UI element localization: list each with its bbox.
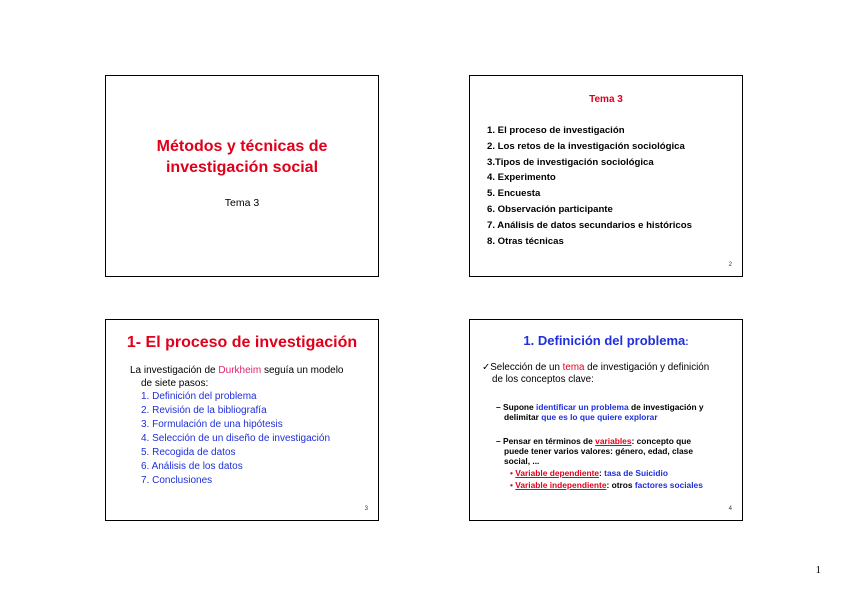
slide-4-dash-1 [496,402,736,422]
step-item: 4. Selección de un diseño de investigación [141,433,331,444]
d1-text-mid: de investigación y [628,402,704,412]
step-item: 1. Definición del problema [141,391,257,402]
b2-colon: : otros [606,480,635,490]
slide-2-number: 2 [728,262,732,268]
slide-2-topic-list [487,123,692,249]
slide-4-title-text: 1. Definición del problema [523,333,686,348]
b1-colon: : [599,468,605,478]
topic-item: 2. Los retos de la investigación sociológica [487,140,685,152]
topic-item: 6. Observación participante [487,203,613,215]
d2-text-post: : concepto que [631,436,692,446]
dash-icon: – [496,402,503,412]
d2-line3: social, ... [504,456,540,466]
slide-1 [105,75,379,277]
topic-item: 7. Análisis de datos secundarios e históricos [487,219,692,231]
step-item: 5. Recogida de datos [141,447,236,458]
bullet-dependent-variable [510,468,668,478]
step-item: 7. Conclusiones [141,475,213,486]
slide-1-title-line2: investigación social [165,159,319,176]
slide-4-number: 4 [728,506,732,512]
slide-3-intro [130,364,370,390]
bullet-icon: • [510,480,516,490]
slide-4-title [470,333,742,348]
intro-text: La investigación de [130,365,219,376]
slide-3-steps [141,390,330,488]
slide-4-title-colon: : [685,337,689,348]
p1-line2: de los conceptos clave: [492,374,594,385]
page-number: 1 [815,564,821,576]
slide-3 [105,319,379,521]
slide-2-heading: Tema 3 [589,94,623,105]
slide-4-paragraph [482,362,740,386]
topic-item: 4. Experimento [487,172,556,184]
bullet-independent-variable [510,480,703,490]
step-item: 6. Análisis de los datos [141,461,243,472]
d2-line2: puede tener varios valores: género, edad, clase [504,446,693,456]
d1-line2-text: delimitar [504,412,542,422]
intro-line2: de siete pasos: [141,378,209,389]
dash-icon: – [496,436,503,446]
d1-text: Supone [503,402,537,412]
topic-item: 1. El proceso de investigación [487,125,625,136]
slide-2 [469,75,743,277]
topic-item: 3.Tipos de investigación sociológica [487,156,654,168]
slide-1-subtitle: Tema 3 [224,197,260,209]
independent-variable-value: factores sociales [634,480,703,490]
slide-4-dash-2 [496,436,736,466]
dependent-variable-value: tasa de Suicidio [604,468,668,478]
step-item: 2. Revisión de la bibliografía [141,405,267,416]
slide-3-title: 1- El proceso de investigación [126,334,358,351]
dependent-variable-label: Variable dependiente [515,468,600,478]
variables-highlight: variables [595,436,632,446]
p1-text-post: de investigación y definición [584,362,710,373]
step-item: 3. Formulación de una hipótesis [141,419,283,430]
independent-variable-label: Variable independiente [515,480,607,490]
d1-highlight-2: que es lo que quiere explorar [541,412,658,422]
slide-4 [469,319,743,521]
slide-1-title-line1: Métodos y técnicas de [156,138,328,155]
durkheim-highlight: Durkheim [218,365,262,376]
d2-text: Pensar en términos de [503,436,596,446]
slide-3-number: 3 [364,506,368,512]
check-icon: ✓ [482,362,491,373]
tema-highlight: tema [562,362,585,373]
slide-1-title [106,136,378,178]
intro-text-post: seguía un modelo [261,365,344,376]
topic-item: 5. Encuesta [487,188,541,200]
p1-text: Selección de un [490,362,563,373]
d1-highlight-1: identificar un problema [536,402,629,412]
topic-item: 8. Otras técnicas [487,235,564,247]
bullet-icon: • [510,468,516,478]
